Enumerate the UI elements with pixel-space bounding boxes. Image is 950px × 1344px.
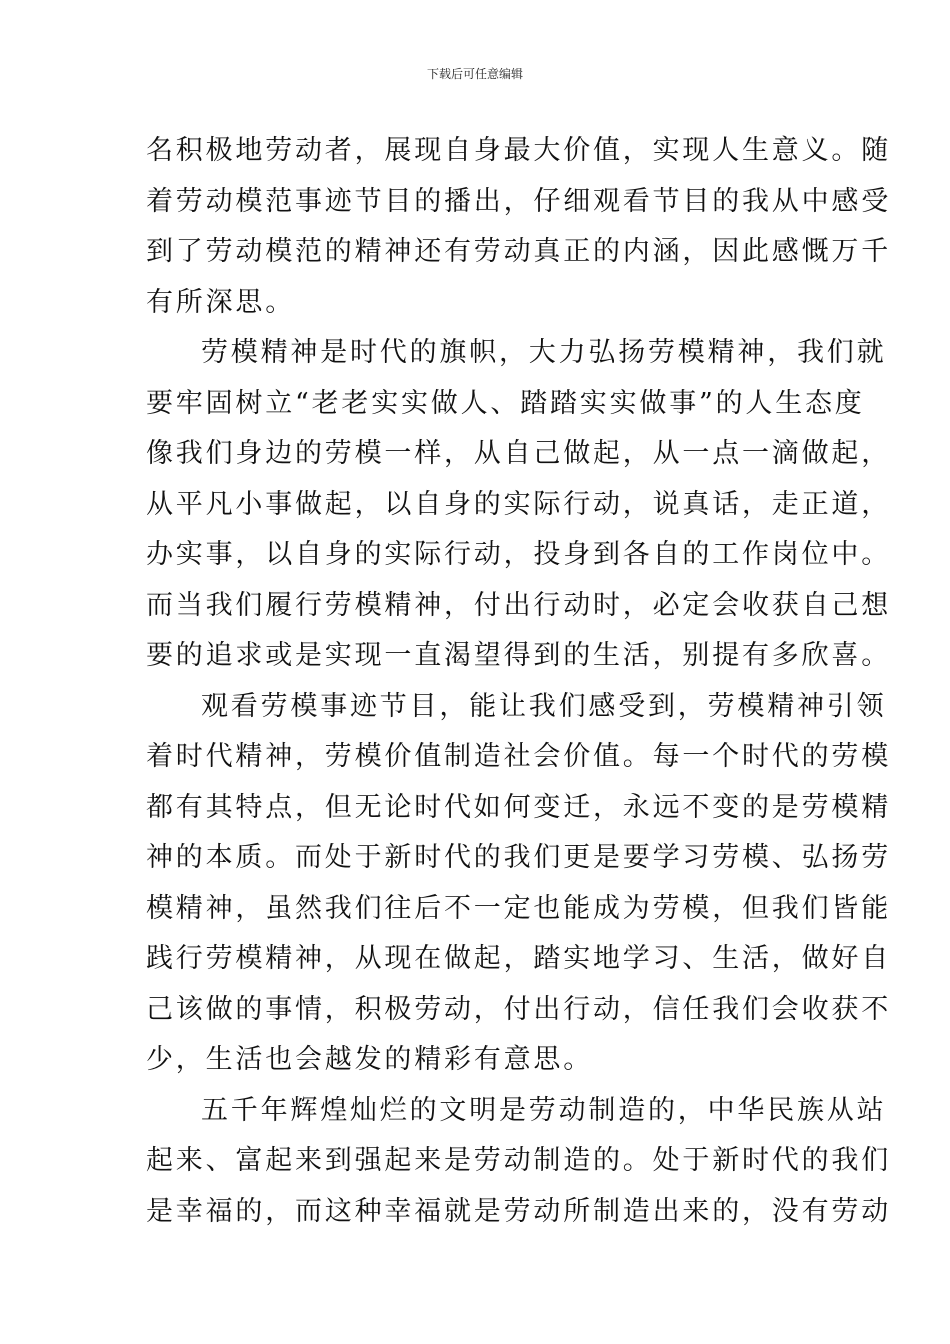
text-line: 己该做的事情，积极劳动，付出行动，信任我们会收获不: [146, 993, 891, 1025]
text-line: 名积极地劳动者，展现自身最大价值，实现人生意义。随: [146, 135, 891, 166]
text-line: 办实事，以自身的实际行动，投身到各自的工作岗位中。: [146, 539, 891, 570]
text-line: 少，生活也会越发的精彩有意思。: [146, 1044, 593, 1075]
text-line: 像我们身边的劳模一样，从自己做起，从一点一滴做起，: [146, 438, 891, 469]
text-line: 五千年辉煌灿烂的文明是劳动制造的，中华民族从站: [201, 1094, 887, 1126]
text-line: 着时代精神，劳模价值制造社会价值。每一个时代的劳模: [146, 741, 891, 772]
text-line: 模精神，虽然我们往后不一定也能成为劳模，但我们皆能: [146, 892, 891, 924]
text-line: 要牢固树立“老老实实做人、踏踏实实做事”的人生态度: [146, 387, 865, 419]
text-line: 有所深思。: [146, 286, 295, 318]
text-line: 起来、富起来到强起来是劳动制造的。处于新时代的我们: [146, 1145, 891, 1176]
text-line: 到了劳动模范的精神还有劳动真正的内涵，因此感慨万千: [146, 236, 891, 267]
text-line: 践行劳模精神，从现在做起，踏实地学习、生活，做好自: [146, 943, 891, 974]
text-line: 而当我们履行劳模精神，付出行动时，必定会收获自己想: [146, 589, 891, 621]
text-line: 观看劳模事迹节目，能让我们感受到，劳模精神引领: [201, 690, 887, 722]
text-line: 着劳动模范事迹节目的播出，仔细观看节目的我从中感受: [146, 185, 891, 217]
text-line: 是幸福的，而这种幸福就是劳动所制造出来的，没有劳动: [146, 1195, 891, 1227]
text-line: 劳模精神是时代的旗帜，大力弘扬劳模精神，我们就: [201, 337, 887, 368]
text-line: 神的本质。而处于新时代的我们更是要学习劳模、弘扬劳: [146, 842, 891, 873]
page-header: 下载后可任意编辑: [426, 67, 523, 81]
text-line: 要的追求或是实现一直渴望得到的生活，别提有多欣喜。: [146, 640, 891, 671]
document-body: [146, 126, 891, 1237]
text-line: 都有其特点，但无论时代如何变迁，永远不变的是劳模精: [146, 791, 891, 823]
text-line: 从平凡小事做起，以自身的实际行动，说真话，走正道，: [146, 488, 891, 520]
